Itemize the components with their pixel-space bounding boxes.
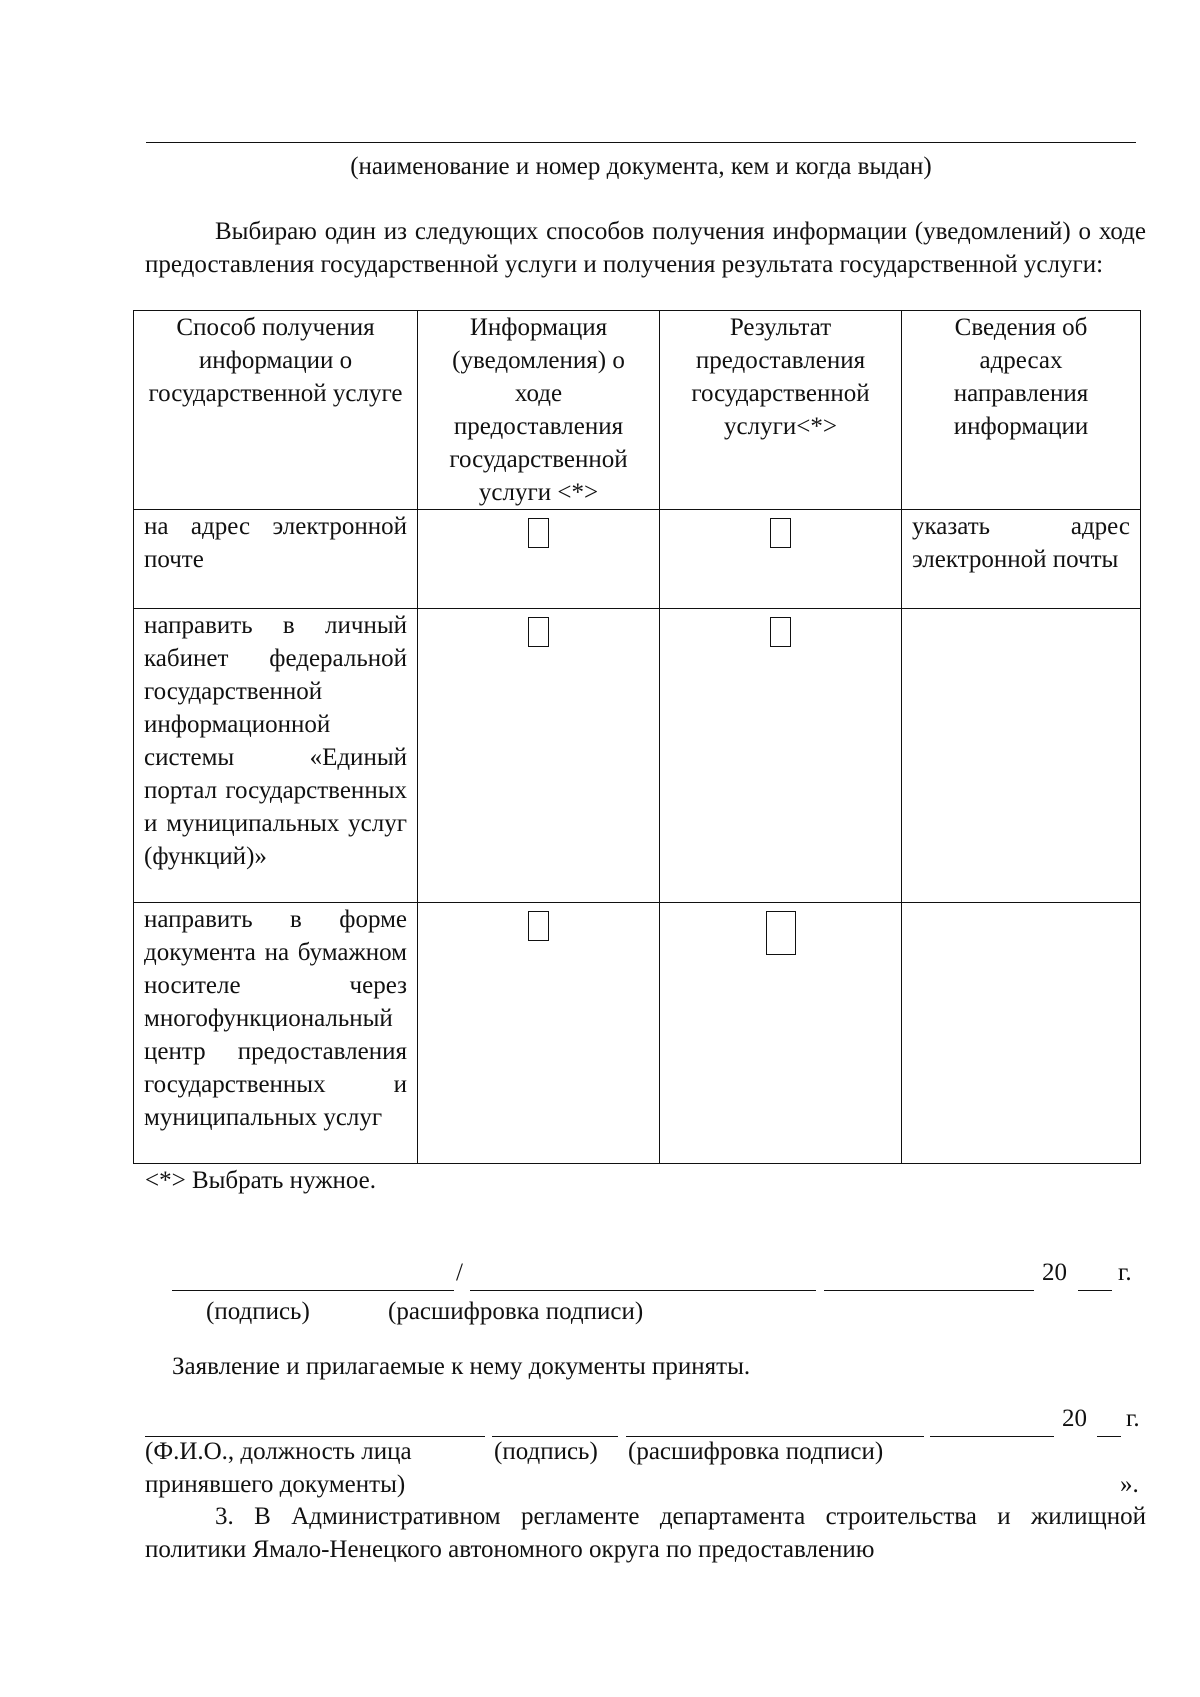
checkbox-mfc-result[interactable] [766, 911, 796, 955]
signature-separator: / [456, 1259, 463, 1286]
header-method: Способ получения информации о государственной услуге [134, 311, 418, 510]
closing-paragraph [145, 1500, 1146, 1566]
label-officer-signature: (подпись) [494, 1438, 598, 1465]
signature-line[interactable] [172, 1262, 454, 1291]
closing-text: 3. В Административном регламенте департамента строительства и жилищной политики Ямало-Ненецкого автономного округа по предоставлению [145, 1503, 1146, 1563]
table-header-row [134, 311, 1141, 510]
header-address-info: Сведения об адресах направления информации [902, 311, 1141, 510]
year-prefix: 20 [1062, 1405, 1087, 1432]
label-signature-decode: (расшифровка подписи) [388, 1298, 644, 1325]
intro-paragraph [145, 215, 1146, 281]
closing-quote: ». [1120, 1471, 1139, 1498]
header-result: Результат предоставления государственной услуги<*> [660, 311, 902, 510]
intro-text: Выбираю один из следующих способов получения информации (уведомлений) о ходе предоставления государственной услуги и получения результата государственной услуги: [145, 218, 1146, 278]
year-suffix: г. [1126, 1405, 1140, 1432]
address-info-mfc [902, 903, 1141, 1164]
label-officer-decode: (расшифровка подписи) [628, 1438, 884, 1465]
checkbox-mfc-progress[interactable] [528, 911, 549, 941]
address-info-portal [902, 609, 1141, 903]
label-officer-fio: (Ф.И.О., должность лица [145, 1438, 412, 1465]
officer-date-line[interactable] [930, 1408, 1054, 1437]
checkbox-email-progress[interactable] [528, 518, 549, 548]
checkbox-portal-result[interactable] [770, 617, 791, 647]
document-name-caption: (наименование и номер документа, кем и когда выдан) [350, 153, 932, 180]
year-blank[interactable] [1097, 1408, 1121, 1437]
year-blank[interactable] [1078, 1262, 1112, 1291]
footnote: <*> Выбрать нужное. [145, 1167, 377, 1194]
document-name-line [146, 142, 1136, 143]
method-email: на адрес электронной почте [134, 510, 418, 609]
officer-signature-line[interactable] [492, 1408, 618, 1437]
header-progress-info: Информация (уведомления) о ходе предоставления государственной услуги <*> [418, 311, 660, 510]
year-suffix: г. [1118, 1259, 1132, 1286]
method-portal: направить в личный кабинет федеральной государственной информационной системы «Единый портал государственных и муниципальных услуг (функций)» [134, 609, 418, 903]
date-line[interactable] [824, 1262, 1034, 1291]
signature-decode-line[interactable] [470, 1262, 816, 1291]
label-officer-fio-continued: принявшего документы) [145, 1471, 406, 1498]
checkbox-portal-progress[interactable] [528, 617, 549, 647]
table-row [134, 609, 1141, 903]
method-mfc: направить в форме документа на бумажном носителе через многофункциональный центр предоставления государственных и муниципальных услуг [134, 903, 418, 1164]
table-row [134, 510, 1141, 609]
table-row [134, 903, 1141, 1164]
checkbox-email-result[interactable] [770, 518, 791, 548]
address-info-email: указать адрес электронной почты [902, 510, 1141, 609]
officer-decode-line[interactable] [626, 1408, 924, 1437]
year-prefix: 20 [1042, 1259, 1067, 1286]
officer-fio-line[interactable] [145, 1408, 485, 1437]
label-signature: (подпись) [206, 1298, 310, 1325]
delivery-method-table [133, 310, 1141, 1164]
accepted-text: Заявление и прилагаемые к нему документы приняты. [172, 1353, 751, 1380]
